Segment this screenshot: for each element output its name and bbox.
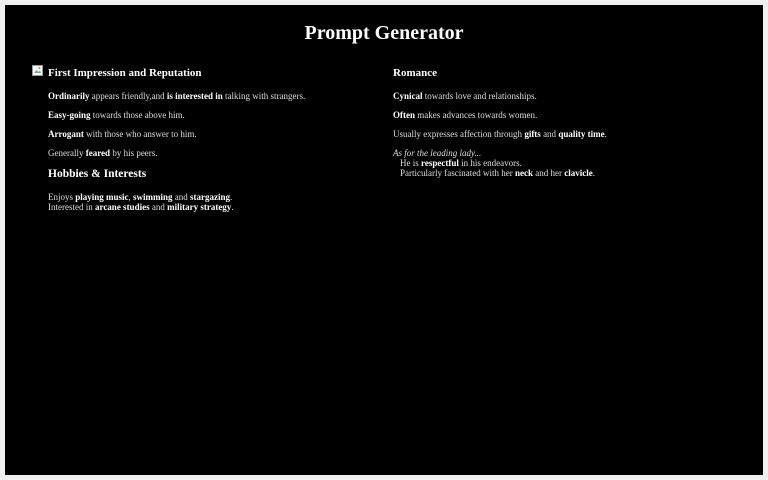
page-title: Prompt Generator (304, 22, 464, 44)
page-frame (5, 5, 763, 475)
hobbies-line-1: Enjoys playing music, swimming and stargazing. (48, 192, 233, 202)
first-impression-heading: First Impression and Reputation (48, 67, 202, 79)
hobbies-heading: Hobbies & Interests (48, 168, 147, 180)
romance-line-3: Usually expresses affection through gifts and quality time. (393, 129, 607, 139)
impression-line-2: Easy-going towards those above him. (48, 110, 185, 120)
impression-line-3: Arrogant with those who answer to him. (48, 129, 197, 139)
romance-heading: Romance (393, 67, 437, 79)
leading-lady-line-1: He is respectful in his endeavors. (400, 158, 522, 168)
leading-lady-line-2: Particularly fascinated with her neck and her clavicle. (400, 168, 595, 178)
impression-line-4: Generally feared by his peers. (48, 148, 158, 158)
impression-line-1: Ordinarily appears friendly,and is interested in talking with strangers. (48, 91, 306, 101)
right-column (393, 66, 733, 187)
leading-lady-intro: As for the leading lady... (393, 148, 482, 158)
romance-line-1: Cynical towards love and relationships. (393, 91, 537, 101)
left-column (48, 66, 378, 221)
romance-line-2: Often makes advances towards women. (393, 110, 538, 120)
broken-image-icon (32, 65, 43, 76)
hobbies-line-2: Interested in arcane studies and military strategy. (48, 202, 234, 212)
